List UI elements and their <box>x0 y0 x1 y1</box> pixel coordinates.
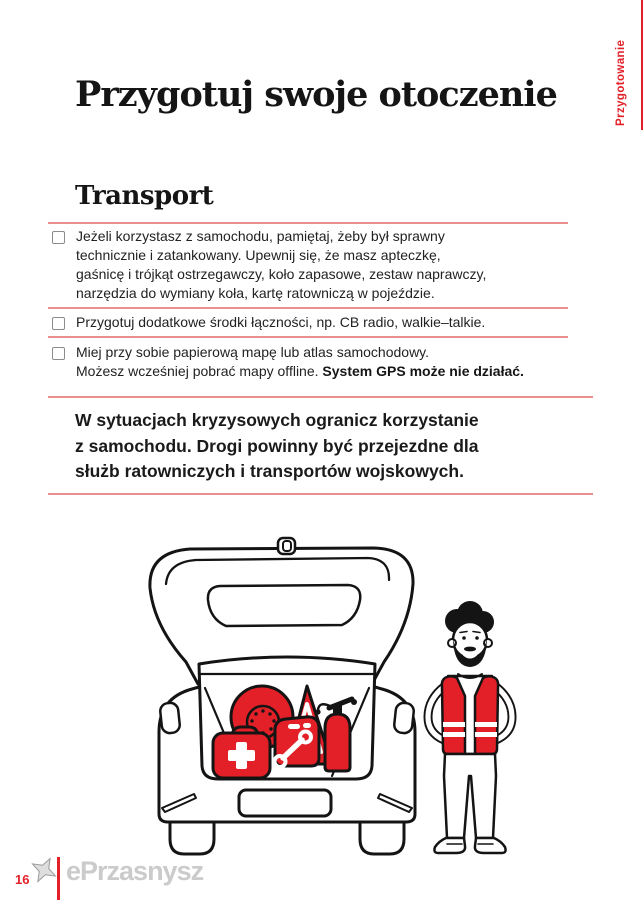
text-line: gaśnicę i trójkąt ostrzegawczy, koło zapasowe, zestaw naprawczy, <box>76 266 487 282</box>
checklist-item <box>48 343 586 381</box>
separator <box>48 307 568 309</box>
vest-left-panel <box>442 676 465 754</box>
vest-right-panel <box>475 676 498 754</box>
separator <box>48 336 568 338</box>
checklist-item <box>48 313 576 332</box>
text-bold: System GPS może nie działać. <box>322 363 524 379</box>
eye-left <box>462 636 466 640</box>
hatch-window <box>208 585 360 626</box>
mustache <box>464 647 476 652</box>
extinguisher-valve <box>351 699 357 705</box>
brand-divider-line <box>57 857 60 900</box>
extinguisher-body <box>325 714 350 771</box>
text-line: W sytuacjach kryzysowych ogranicz korzystanie <box>75 410 479 430</box>
eye-right <box>475 636 479 640</box>
wheel-left <box>170 822 214 854</box>
brand-logo-text: ePrzasnysz <box>66 856 204 886</box>
text-line: Możesz wcześniej pobrać mapy offline. <box>76 363 319 379</box>
section-heading: Transport <box>75 181 214 211</box>
separator <box>48 222 568 224</box>
car-trunk-illustration <box>142 536 542 881</box>
license-plate <box>239 790 331 816</box>
checkbox-icon <box>52 231 65 244</box>
taillight-right <box>393 702 414 734</box>
toolbox-handle-slot2 <box>303 723 311 728</box>
checklist-item <box>48 227 556 303</box>
extinguisher-nozzle <box>315 709 320 714</box>
checklist-item-text <box>76 343 586 381</box>
checklist-item-text <box>76 227 556 303</box>
page-number: 16 <box>15 872 30 887</box>
shoe-right <box>475 838 506 853</box>
text-line: Przygotuj dodatkowe środki łączności, np. CB radio, walkie–talkie. <box>76 314 486 330</box>
man-in-vest <box>428 601 512 853</box>
separator <box>48 396 593 398</box>
toolbox-handle-slot <box>288 724 300 729</box>
shoe-left <box>434 838 465 853</box>
brow-right <box>473 632 480 633</box>
text-line: narzędzia do wymiany koła, kartę ratowniczą w pojeździe. <box>76 285 435 301</box>
text-line: Jeżeli korzystasz z samochodu, pamiętaj, żeby był sprawny <box>76 228 445 244</box>
brand-star-icon <box>30 856 58 884</box>
brow-left <box>460 632 467 633</box>
wheel-right <box>360 822 404 854</box>
crisis-callout <box>75 408 555 485</box>
checkbox-icon <box>52 347 65 360</box>
taillight-left <box>159 702 180 734</box>
separator <box>48 493 593 495</box>
text-line: służb ratowniczych i transportów wojskowych. <box>75 461 464 481</box>
pants <box>444 754 496 838</box>
text-line: z samochodu. Drogi powinny być przejezdne dla <box>75 435 479 456</box>
chapter-tab-label: Przygotowanie <box>615 39 627 127</box>
checkbox-icon <box>52 317 65 330</box>
checklist-item-text <box>76 313 576 332</box>
text-line: Miej przy sobie papierową mapę lub atlas samochodowy. <box>76 344 430 360</box>
hatch-lock-inner <box>283 541 291 551</box>
text-line: technicznie i zatankowany. Upewnij się, że masz apteczkę, <box>76 247 441 263</box>
page-title: Przygotuj swoje otoczenie <box>75 74 557 115</box>
